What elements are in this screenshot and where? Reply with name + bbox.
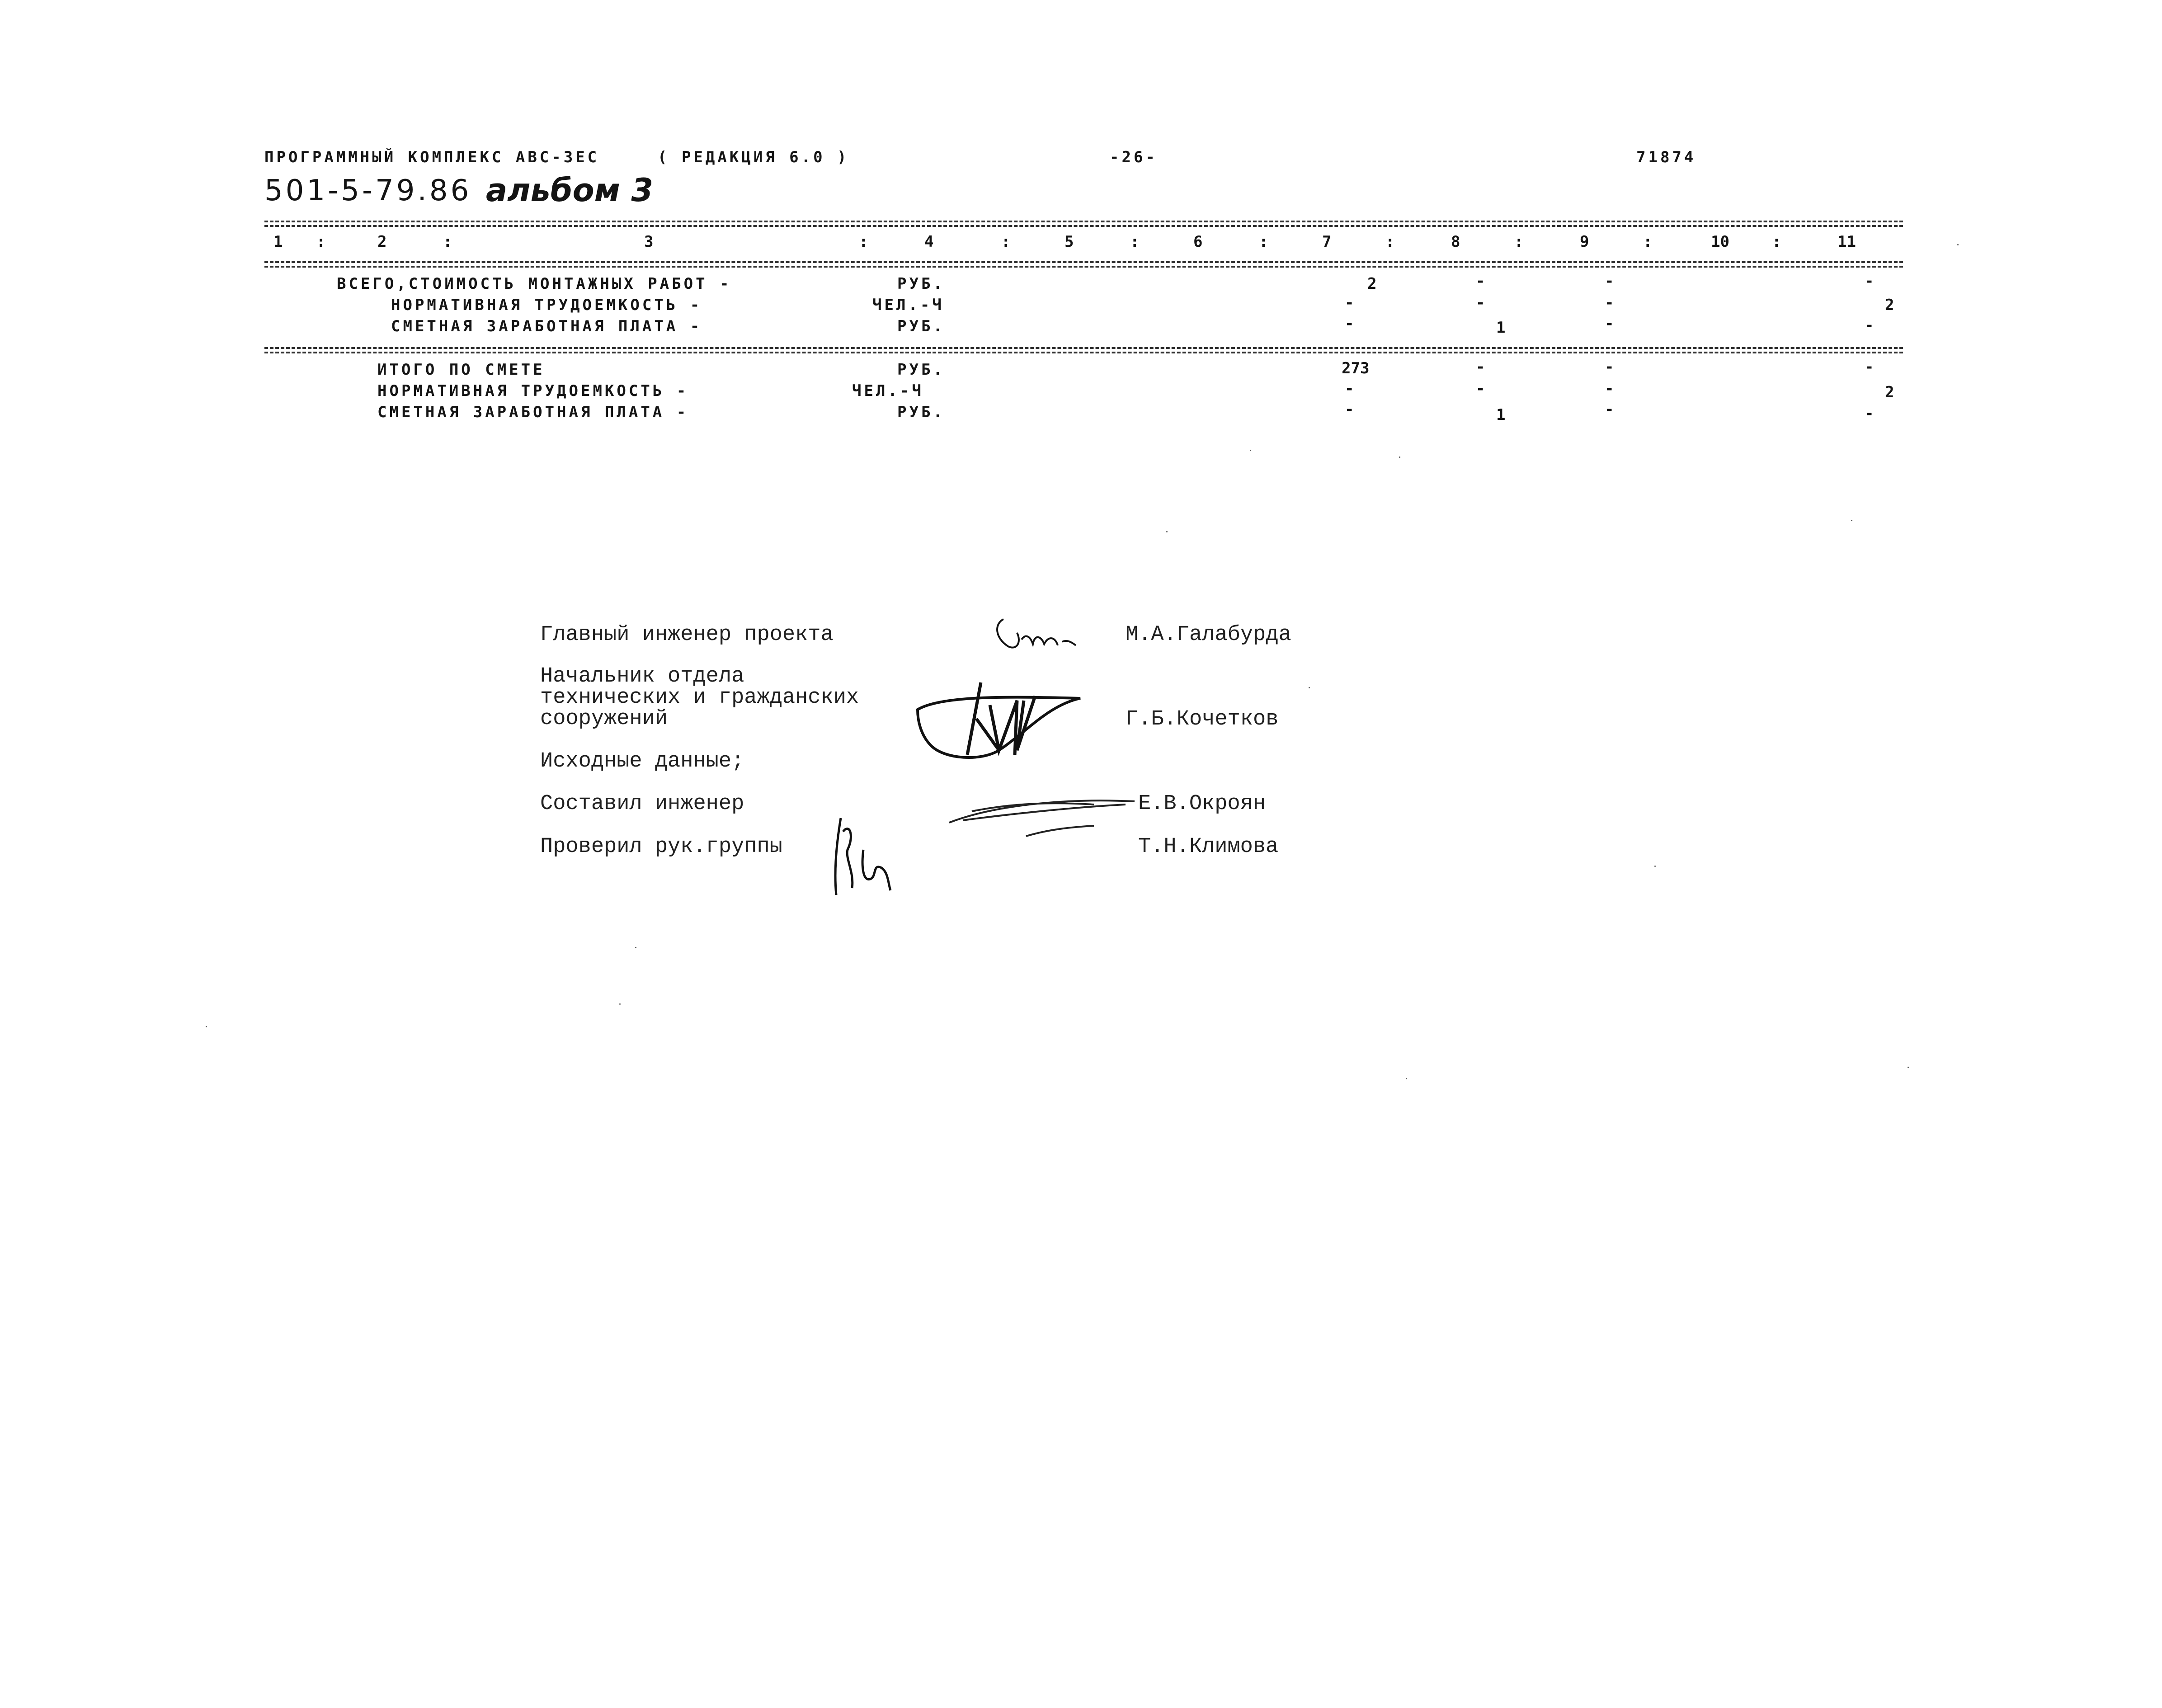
cell-col9: -	[1605, 400, 1614, 419]
scan-speck	[619, 1003, 621, 1005]
cell-col8: 1	[1496, 319, 1506, 337]
signatory-name: М.А.Галабурда	[1126, 623, 1291, 647]
column-number: 5	[1065, 233, 1074, 251]
row-label: НОРМАТИВНАЯ ТРУДОЕМКОСТЬ -	[391, 296, 702, 314]
table-rule-header-2	[264, 266, 1903, 268]
row-label: СМЕТНАЯ ЗАРАБОТНАЯ ПЛАТА -	[377, 403, 689, 421]
signatory-role: Проверил рук.группы	[540, 835, 782, 859]
row-label: СМЕТНАЯ ЗАРАБОТНАЯ ПЛАТА -	[391, 317, 702, 335]
album-label: альбом 3	[486, 172, 654, 209]
table-rule-mid-2	[264, 352, 1903, 353]
signatory-role-line: технических и гражданских	[540, 686, 859, 710]
column-separator: :	[443, 233, 452, 251]
signatory-role-line: Начальник отдела	[540, 664, 744, 688]
program-title: ПРОГРАММНЫЙ КОМПЛЕКС АВС-3ЕС	[264, 148, 600, 166]
column-number: 6	[1193, 233, 1203, 251]
column-number: 9	[1580, 233, 1589, 251]
cell-col7: -	[1345, 380, 1354, 398]
column-separator: :	[1385, 233, 1395, 251]
signature-okroyan	[945, 789, 1139, 843]
row-label: ВСЕГО,СТОИМОСТЬ МОНТАЖНЫХ РАБОТ -	[337, 275, 732, 293]
cell-col7: -	[1345, 400, 1354, 419]
scan-speck	[1399, 456, 1400, 458]
cell-col9: -	[1605, 315, 1614, 333]
row-unit: РУБ.	[897, 317, 945, 335]
cell-col11: -	[1865, 316, 1874, 334]
cell-col8: -	[1476, 294, 1485, 312]
column-separator: :	[316, 233, 326, 251]
signatory-role: Главный инженер проекта	[540, 623, 834, 647]
table-rule-mid	[264, 347, 1903, 349]
signatory-role: Исходные данные;	[540, 749, 744, 773]
scan-speck	[1654, 866, 1656, 867]
cell-col7: 2	[1367, 275, 1377, 293]
column-separator: :	[1514, 233, 1524, 251]
table-rule-top	[264, 221, 1903, 222]
row-label: НОРМАТИВНАЯ ТРУДОЕМКОСТЬ -	[377, 382, 689, 400]
scan-speck	[1309, 687, 1310, 688]
row-unit: ЧЕЛ.-Ч	[852, 382, 924, 400]
cell-col11: -	[1865, 358, 1874, 376]
scan-speck	[1908, 1067, 1909, 1068]
cell-col9: -	[1605, 294, 1614, 312]
column-separator: :	[1130, 233, 1140, 251]
signature-kochetkov	[913, 678, 1085, 768]
table-rule-header	[264, 261, 1903, 263]
cell-col7: -	[1345, 294, 1354, 312]
cell-col11: 2	[1885, 383, 1894, 401]
cell-col8: -	[1476, 380, 1485, 398]
scan-speck	[635, 947, 636, 948]
signature-klimova	[827, 809, 900, 899]
column-number: 11	[1837, 233, 1856, 251]
signatory-name: Т.Н.Климова	[1138, 835, 1279, 859]
signatory-role: Составил инженер	[540, 792, 744, 816]
scan-speck	[1250, 450, 1251, 451]
scan-speck	[1166, 531, 1168, 532]
row-unit: РУБ.	[897, 361, 945, 379]
scan-speck	[1957, 244, 1959, 245]
cell-col9: -	[1605, 358, 1614, 376]
column-separator: :	[859, 233, 868, 251]
cell-col9: -	[1605, 380, 1614, 398]
column-separator: :	[1259, 233, 1268, 251]
page-number: -26-	[1110, 148, 1158, 166]
signatory-name: Г.Б.Кочетков	[1126, 707, 1279, 731]
column-number: 1	[273, 233, 283, 251]
column-separator: :	[1643, 233, 1653, 251]
signatory-role-line: сооружений	[540, 707, 668, 731]
scan-speck	[206, 1026, 207, 1027]
document-number: 71874	[1636, 148, 1696, 166]
cell-col8: 1	[1496, 406, 1506, 424]
column-number: 2	[377, 233, 387, 251]
scan-speck	[1851, 520, 1852, 521]
cell-col11: -	[1865, 272, 1874, 290]
row-unit: РУБ.	[897, 275, 945, 293]
column-separator: :	[1001, 233, 1011, 251]
signature-galaburda	[990, 606, 1089, 660]
table-rule-top-2	[264, 225, 1903, 227]
cell-col8: -	[1476, 358, 1485, 376]
cell-col9: -	[1605, 272, 1614, 290]
column-number: 10	[1711, 233, 1729, 251]
row-unit: ЧЕЛ.-Ч	[872, 296, 944, 314]
row-unit: РУБ.	[897, 403, 945, 421]
row-label: ИТОГО ПО СМЕТЕ	[377, 361, 545, 379]
signatory-name: Е.В.Окроян	[1138, 792, 1266, 816]
cell-col7: -	[1345, 315, 1354, 333]
cell-col11: 2	[1885, 296, 1894, 314]
column-separator: :	[1772, 233, 1781, 251]
cell-col7: 273	[1342, 359, 1370, 377]
column-number: 4	[924, 233, 934, 251]
column-number: 8	[1451, 233, 1460, 251]
document-code: 501-5-79.86	[264, 174, 472, 207]
column-number: 3	[644, 233, 654, 251]
column-number: 7	[1322, 233, 1332, 251]
cell-col11: -	[1865, 405, 1874, 423]
program-edition: ( РЕДАКЦИЯ 6.0 )	[658, 148, 849, 166]
scan-speck	[1406, 1078, 1407, 1079]
cell-col8: -	[1476, 272, 1485, 290]
